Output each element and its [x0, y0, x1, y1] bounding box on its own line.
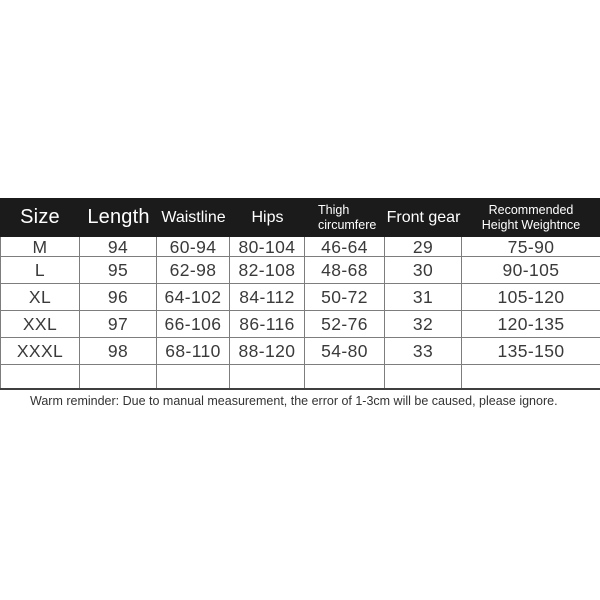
- cell-front-gear: 31: [385, 284, 462, 310]
- size-table-header-row: [0, 198, 600, 237]
- cell-waistline: 60-94: [157, 237, 230, 258]
- cell-front-gear: 30: [385, 257, 462, 283]
- cell-empty: [157, 365, 230, 388]
- column-header-waistline: Waistline: [161, 208, 226, 226]
- table-row-xxl: [0, 311, 600, 338]
- cell-empty: [0, 365, 80, 388]
- cell-size: XXL: [0, 311, 80, 337]
- size-table-body: [0, 237, 600, 390]
- measurement-disclaimer: Warm reminder: Due to manual measurement, the error of 1-3cm will be caused, please ignore.: [30, 394, 558, 408]
- cell-hips: 80-104: [230, 237, 305, 258]
- column-header-thigh-line1: Thigh: [318, 203, 350, 217]
- cell-thigh: 46-64: [305, 237, 385, 258]
- cell-waistline: 68-110: [157, 338, 230, 364]
- cell-length: 98: [80, 338, 157, 364]
- cell-front-gear: 29: [385, 237, 462, 258]
- table-row-xl: [0, 284, 600, 311]
- cell-waistline: 62-98: [157, 257, 230, 283]
- cell-length: 97: [80, 311, 157, 337]
- cell-thigh: 48-68: [305, 257, 385, 283]
- cell-hips: 84-112: [230, 284, 305, 310]
- cell-length: 96: [80, 284, 157, 310]
- cell-thigh: 50-72: [305, 284, 385, 310]
- cell-waistline: 64-102: [157, 284, 230, 310]
- cell-front-gear: 33: [385, 338, 462, 364]
- cell-size: XXXL: [0, 338, 80, 364]
- cell-size: M: [0, 237, 80, 258]
- column-header-length: Length: [87, 206, 150, 228]
- cell-length: 94: [80, 237, 157, 258]
- cell-recommended: 90-105: [502, 259, 560, 280]
- cell-size: XL: [0, 284, 80, 310]
- cell-empty: [462, 365, 600, 388]
- cell-empty: [230, 365, 305, 388]
- column-header-thigh-circumference: [305, 203, 385, 232]
- cell-recommended: 105-120: [497, 286, 565, 307]
- cell-hips: 82-108: [230, 257, 305, 283]
- cell-empty: [305, 365, 385, 388]
- cell-hips: 88-120: [230, 338, 305, 364]
- cell-recommended: 75-90: [507, 237, 555, 257]
- column-header-hips: Hips: [251, 208, 284, 226]
- column-header-front-gear: Front gear: [386, 208, 461, 226]
- cell-length: 95: [80, 257, 157, 283]
- column-header-size: Size: [20, 206, 60, 228]
- table-row-m: [0, 237, 600, 257]
- column-header-recommended-height-weight: [462, 203, 600, 232]
- cell-size: L: [0, 257, 80, 283]
- cell-recommended: 120-135: [497, 313, 565, 334]
- cell-waistline: 66-106: [157, 311, 230, 337]
- column-header-recommended-line1: Recommended: [488, 203, 574, 217]
- cell-hips: 86-116: [230, 311, 305, 337]
- table-row-empty: [0, 365, 600, 390]
- column-header-recommended-line2: Height Weightnce: [481, 217, 581, 232]
- cell-thigh: 54-80: [305, 338, 385, 364]
- table-row-xxxl: [0, 338, 600, 365]
- cell-empty: [80, 365, 157, 388]
- column-header-thigh-line2: circumfere: [318, 217, 377, 232]
- size-table: [0, 198, 600, 390]
- cell-empty: [385, 365, 462, 388]
- cell-recommended: 135-150: [497, 340, 565, 361]
- cell-front-gear: 32: [385, 311, 462, 337]
- table-row-l: [0, 257, 600, 284]
- cell-thigh: 52-76: [305, 311, 385, 337]
